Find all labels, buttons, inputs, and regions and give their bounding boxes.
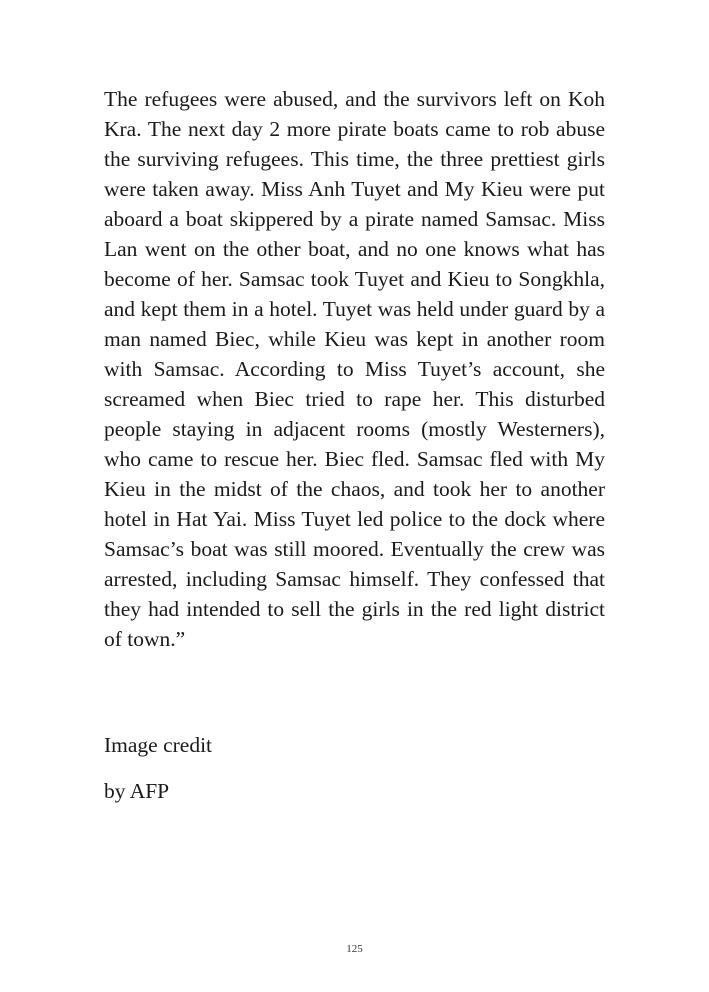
body-paragraph: The refugees were abused, and the survivors left on Koh Kra. The next day 2 more pirate boats came to rob abuse the surviving refugees. This time, the three prettiest girls were taken away. Miss Anh Tuyet and My Kieu were put aboard a boat skippered by a pirate named Samsac. Miss Lan went on the other boat, and no one knows what has become of her. Samsac took Tuyet and Kieu to Songkhla, and kept them in a hotel. Tuyet was held under guard by a man named Biec, while Kieu was kept in another room with Samsac. According to Miss Tuyet’s account, she screamed when Biec tried to rape her. This disturbed people staying in adjacent rooms (mostly Westerners), who came to rescue her. Biec fled. Samsac fled with My Kieu in the midst of the chaos, and took her to another hotel in Hat Yai. Miss Tuyet led police to the dock where Samsac’s boat was still moored. Eventually the crew was arrested, including Samsac himself. They confessed that they had intended to sell the girls in the red light district of town.” [104,87,605,651]
image-credit-label: Image credit [104,733,213,757]
image-credit-source: by AFP [104,779,170,803]
page-number: 125 [346,943,363,955]
